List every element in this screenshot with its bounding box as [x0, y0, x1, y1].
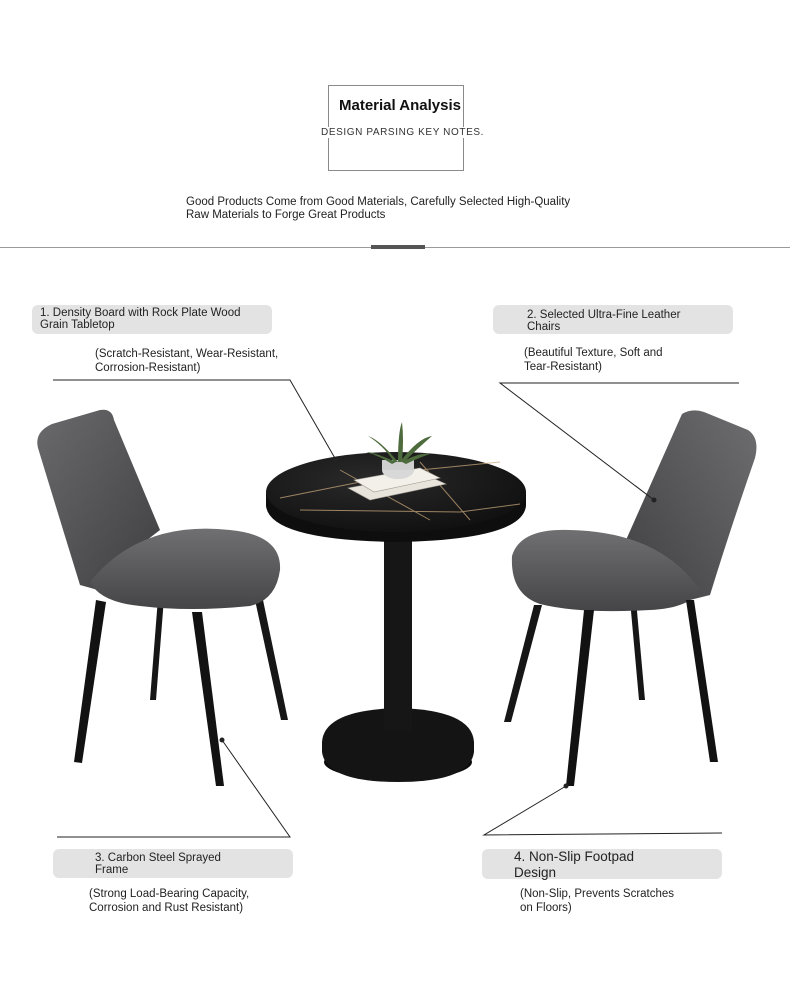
right-chair-leg-rear [504, 605, 542, 722]
feature-label-line-2: Chairs [527, 321, 561, 333]
left-chair [37, 410, 288, 786]
feature-note-tabletop: (Scratch-Resistant, Wear-Resistant, Corrosion-Resistant) [95, 348, 279, 374]
feature-note-frame: (Strong Load-Bearing Capacity, Corrosion and Rust Resistant) [89, 888, 250, 914]
feature-label-line-1: 1. Density Board with Rock Plate Wood [40, 307, 241, 319]
right-chair [504, 410, 756, 786]
feature-label-tabletop [32, 305, 272, 334]
left-chair-leg-back [150, 598, 164, 700]
round-table [266, 422, 526, 782]
table-column [384, 520, 412, 730]
tagline-line-1: Good Products Come from Good Materials, Carefully Selected High-Quality [186, 196, 571, 208]
right-chair-leg-back [630, 600, 645, 700]
feature-label-frame [53, 849, 293, 878]
page-subtitle: DESIGN PARSING KEY NOTES. [321, 127, 484, 138]
left-chair-leg-front [74, 600, 106, 763]
feature-label-line-2: Design [514, 865, 557, 880]
feature-label-line-2: Frame [95, 864, 129, 876]
feature-note-leather: (Beautiful Texture, Soft and Tear-Resistant) [524, 347, 663, 373]
callout-line-footpad [484, 786, 722, 835]
page-title: Material Analysis [339, 97, 461, 114]
tagline-line-2: Raw Materials to Forge Great Products [186, 209, 386, 221]
feature-label-leather [493, 305, 733, 334]
feature-label-line-1: 3. Carbon Steel Sprayed [95, 852, 221, 864]
left-chair-leg-front-right [192, 612, 224, 786]
feature-note-footpad: (Non-Slip, Prevents Scratches on Floors) [520, 888, 675, 914]
feature-label-line-1: 4. Non-Slip Footpad [514, 849, 635, 864]
right-chair-leg-front-right [686, 600, 718, 762]
feature-label-footpad [482, 849, 722, 879]
right-chair-leg-front [566, 610, 594, 786]
feature-label-line-2: Grain Tabletop [40, 319, 115, 331]
left-chair-leg-rear [255, 600, 288, 720]
feature-label-line-1: 2. Selected Ultra-Fine Leather [527, 309, 681, 321]
callout-line-frame [57, 740, 290, 837]
